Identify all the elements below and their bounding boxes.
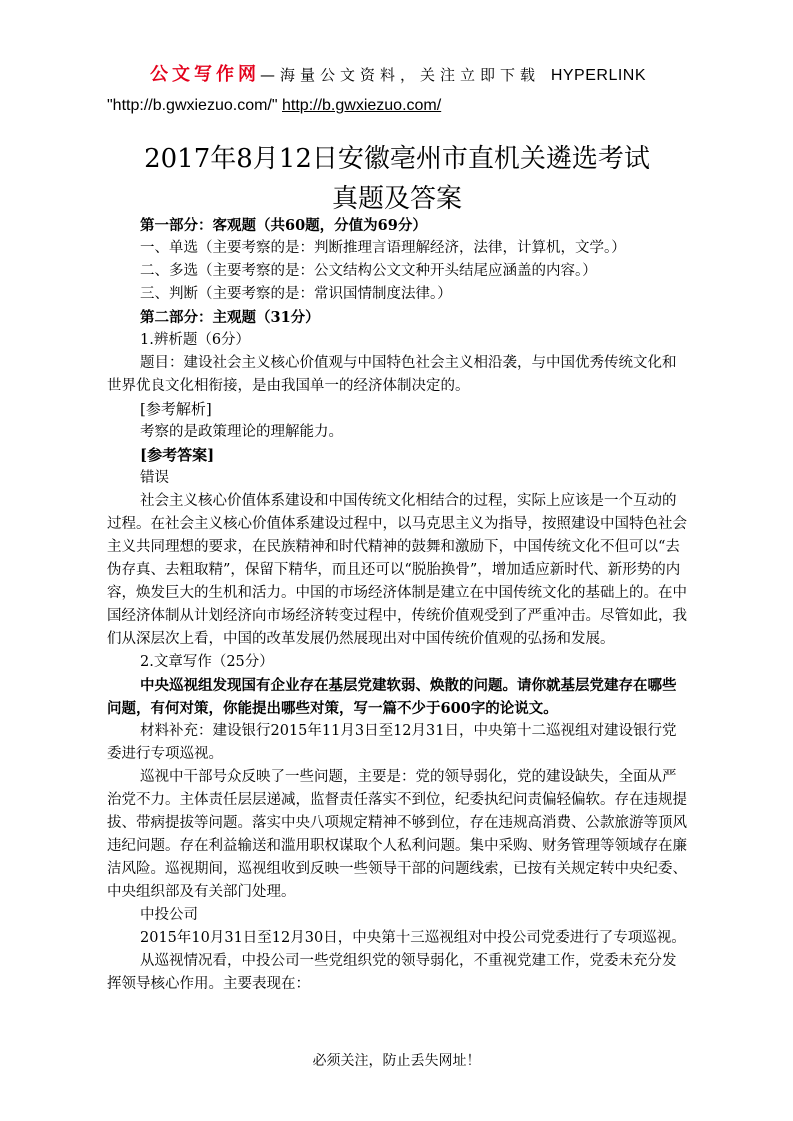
ref-answer-text: 社会主义核心价值体系建设和中国传统文化相结合的过程，实际上应该是一个互动的过程。在社会主义核心价值体系建设过程中，以马克思主义为指导，按照建设中国特色社会主义共同理想的要求，在民族精神和时代精神的鼓舞和激励下，中国传统文化不但可以“去伪存真、去粗取精”，保留下精华，而且还可以“脱胎换骨”，增加适应新时代、新形势的内容，焕发巨大的生机和活力。中国的市场经济体制是建立在中国传统文化的基础上的。在中国经济体制从计划经济向市场经济转变过程中，传统价值观受到了严重冲击。尽管如此，我们从深层次上看，中国的改革发展仍然展现出对中国传统价值观的弘扬和发展。 <box>107 493 687 647</box>
doc-body <box>107 214 690 996</box>
website-link[interactable]: http://b.gwxiezuo.com/ <box>282 97 442 114</box>
part1-item: 一、单选（主要考察的是：判断推理言语理解经济，法律，计算机，文学。） <box>140 240 626 256</box>
brand-name: 公文写作网 <box>150 64 260 85</box>
doc-title-line2: 真题及答案 <box>331 184 462 214</box>
material-paragraph: 从巡视情况看，中投公司一些党组织党的领导弱化，不重视党建工作，党委未充分发挥领导核心作用。主要表现在： <box>107 953 677 992</box>
doc-title-line1: 2017年8月12日安徽亳州市直机关遴选考试 <box>144 144 650 174</box>
header-slogan: —海量公文资料，关注立即下载 <box>260 66 541 84</box>
ref-analysis-label: [参考解析] <box>140 400 212 418</box>
ref-analysis-text: 考察的是政策理论的理解能力。 <box>140 424 343 440</box>
material-paragraph: 中投公司 <box>140 907 198 923</box>
part1-item: 三、判断（主要考察的是：常识国情制度法律。） <box>140 286 452 302</box>
part1-heading: 第一部分：客观题（共60题，分值为69分） <box>140 217 427 234</box>
part1-item: 二、多选（主要考察的是：公文结构公文文种开头结尾应涵盖的内容。） <box>140 263 597 279</box>
q2-heading: 2.文章写作（25分） <box>140 654 274 670</box>
material-paragraph: 2015年10月31日至12月30日，中央第十三巡视组对中投公司党委进行了专项巡视。 <box>140 930 686 946</box>
q2-prompt: 中央巡视组发现国有企业存在基层党建软弱、焕散的问题。请你就基层党建存在哪些问题，有何对策，你能提出哪些对策，写一篇不少于600字的论说文。 <box>107 677 677 717</box>
material-paragraph: 巡视中干部号众反映了一些问题，主要是：党的领导弱化，党的建设缺失，全面从严治党不力。主体责任层层递减，监督责任落实不到位，纪委执纪问责偏轻偏软。存在违规提拔、带病提拔等问题。落实中央八项规定精神不够到位，存在违规高消费、公款旅游等顶风违纪问题。存在利益输送和滥用职权谋取个人私利问题。集中采购、财务管理等领域存在廉洁风险。巡视期间，巡视组收到反映一些领导干部的问题线索，已按有关规定转中央纪委、中央组织部及有关部门处理。 <box>107 769 687 900</box>
ref-answer-label: [参考答案] <box>140 446 215 464</box>
ref-answer-verdict: 错误 <box>140 470 169 486</box>
q1-heading: 1.辨析题（6分） <box>140 332 251 348</box>
material-paragraph: 材料补充：建设银行2015年11月3日至12月31日，中央第十二巡视组对建设银行党委进行专项巡视。 <box>107 723 677 762</box>
header-line <box>150 60 710 86</box>
header-link-line <box>107 97 441 115</box>
part2-heading: 第二部分：主观题（31分） <box>140 309 320 326</box>
hyperlink-word: HYPERLINK <box>550 67 647 84</box>
footer-note: 必须关注，防止丢失网址！ <box>312 1053 481 1069</box>
link-quoted: "http://b.gwxiezuo.com/" <box>107 97 278 114</box>
q1-text: 题目：建设社会主义核心价值观与中国特色社会主义相沿袭，与中国优秀传统文化和世界优良文化相衔接，是由我国单一的经济体制决定的。 <box>107 355 677 394</box>
